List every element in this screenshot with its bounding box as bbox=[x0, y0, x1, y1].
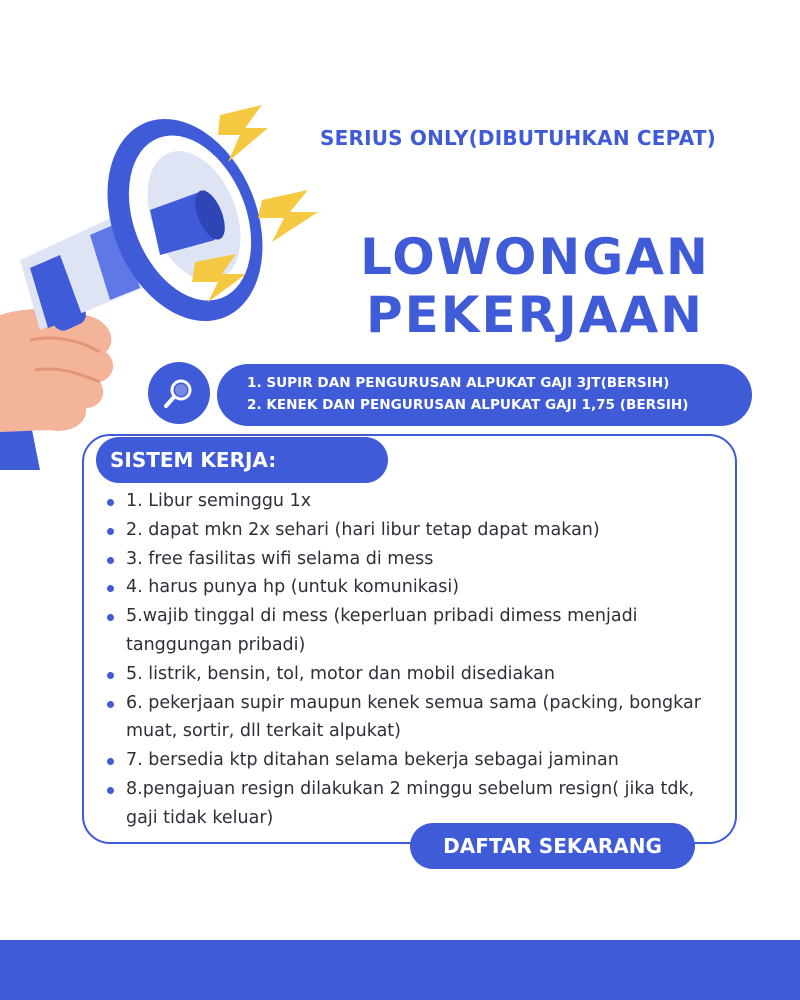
list-item: 3. free fasilitas wifi selama di mess bbox=[104, 545, 716, 574]
page-title bbox=[345, 228, 725, 344]
work-system-list bbox=[104, 487, 716, 833]
title-line-1: LOWONGAN bbox=[360, 228, 710, 286]
list-item: 7. bersedia ktp ditahan selama bekerja sebagai jaminan bbox=[104, 746, 716, 775]
positions-banner bbox=[217, 364, 752, 426]
search-icon bbox=[161, 375, 197, 411]
position-item: 2. KENEK DAN PENGURUSAN ALPUKAT GAJI 1,75 (BERSIH) bbox=[247, 397, 689, 413]
list-item: 8.pengajuan resign dilakukan 2 minggu sebelum resign( jika tdk, gaji tidak keluar) bbox=[104, 775, 716, 833]
position-item: 1. SUPIR DAN PENGURUSAN ALPUKAT GAJI 3JT(BERSIH) bbox=[247, 375, 670, 391]
list-item: 5. listrik, bensin, tol, motor dan mobil disediakan bbox=[104, 660, 716, 689]
list-item: 1. Libur seminggu 1x bbox=[104, 487, 716, 516]
search-badge bbox=[148, 362, 210, 424]
list-item: 2. dapat mkn 2x sehari (hari libur tetap dapat makan) bbox=[104, 516, 716, 545]
list-item: 4. harus punya hp (untuk komunikasi) bbox=[104, 573, 716, 602]
register-now-button[interactable]: DAFTAR SEKARANG bbox=[410, 823, 695, 869]
title-line-2: PEKERJAAN bbox=[365, 286, 705, 344]
page-subtitle: SERIUS ONLY(DIBUTUHKAN CEPAT) bbox=[320, 126, 717, 150]
list-item: 5.wajib tinggal di mess (keperluan pribadi dimess menjadi tanggungan pribadi) bbox=[104, 602, 716, 660]
work-system-heading: SISTEM KERJA: bbox=[96, 437, 388, 483]
list-item: 6. pekerjaan supir maupun kenek semua sama (packing, bongkar muat, sortir, dll terkait alpukat) bbox=[104, 689, 716, 747]
positions-list bbox=[247, 372, 740, 416]
footer-band bbox=[0, 940, 800, 1000]
